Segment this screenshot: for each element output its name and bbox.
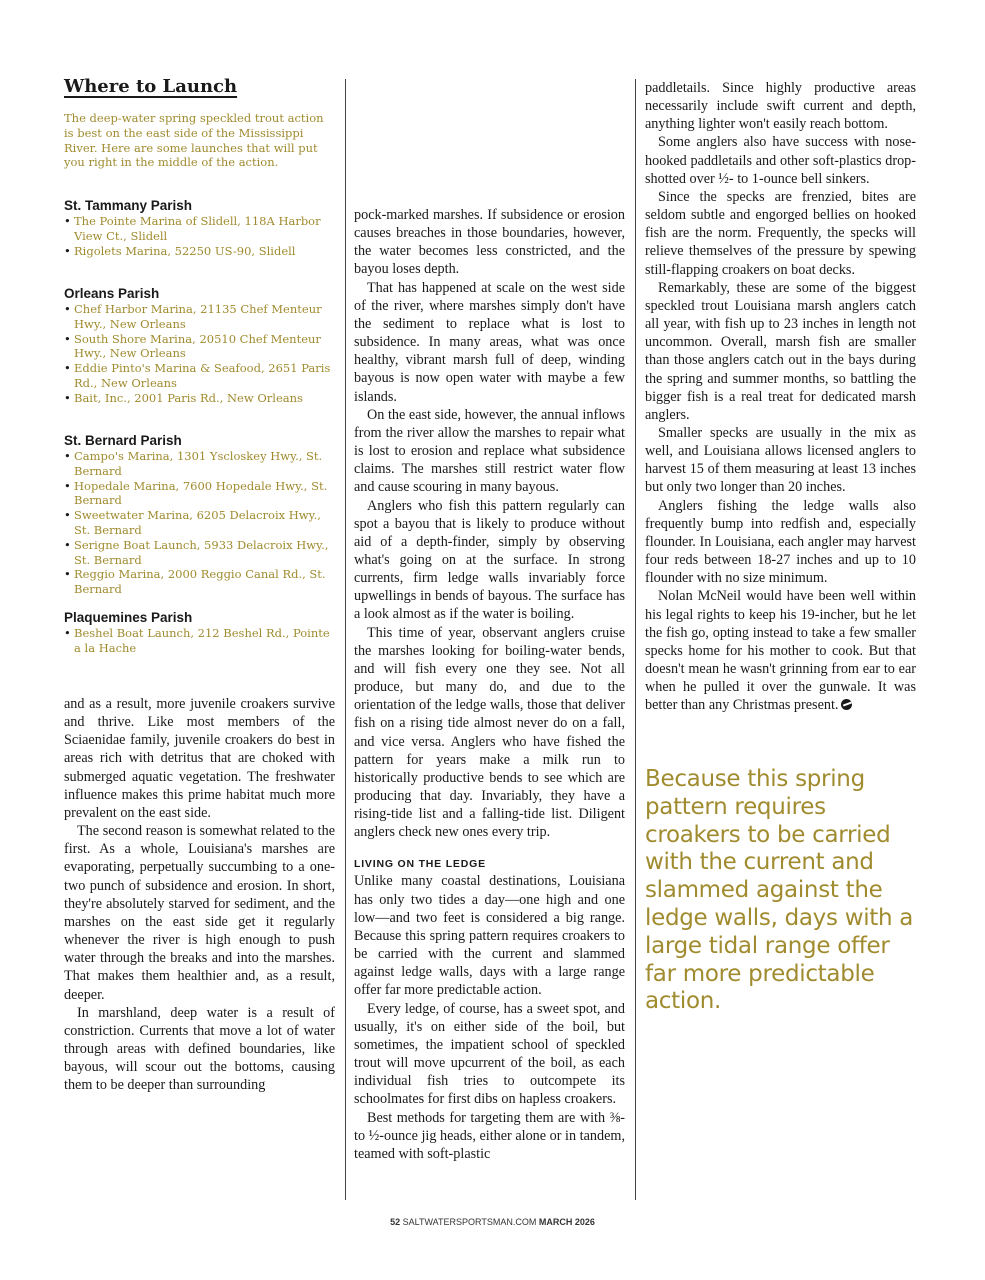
parish-heading-st-bernard: St. Bernard Parish [64,433,182,448]
article-paragraph: That has happened at scale on the west side of the river, where marshes simply don't have the sediment to replace what is lost to subsidence. In many areas, what was once healthy, vibrant marsh full of deep, winding bayous is now open water with maybe a few islands. [354,279,625,405]
article-paragraph: Since the specks are frenzied, bites are seldom subtle and engorged bellies on hooked fish are the norm. Frequently, the specks will relieve themselves of the pressure by spewing still-flapping croakers on boat decks. [645,188,916,278]
article-paragraph-final-text: Nolan McNeil would have been well within his legal rights to keep his 19-incher, but he let the fish go, opting instead to take a few smaller specks home for his mother to cook. But that doesn't mean he wasn't grinning from ear to ear when he pulled it over the gunwale. It was better than any Christmas present. [645,588,916,714]
column-rule-2 [635,79,636,1200]
article-paragraph: On the east side, however, the annual inflows from the river allow the marshes to repair what is lost to erosion and replace what subsidence claims. The marshes still restrict water flow and cause scouring in many bayous. [354,406,625,496]
launch-item: • Eddie Pinto's Marina & Seafood, 2651 Paris Rd., New Orleans [64,361,334,391]
launch-list-st-bernard [64,449,334,597]
article-paragraph: Anglers who fish this pattern regularly can spot a bayou that is likely to produce without aid of a depth-finder, simply by observing what's going on at the surface. In strong currents, firm ledge walls invariably force upwellings in bends of bayous. The surface has a look almost as if the water is boiling. [354,497,625,623]
folio-site: SALTWATERSPORTSMAN.COM [402,1217,537,1227]
article-paragraph: In marshland, deep water is a result of constriction. Currents that move a lot of water through areas with defined boundaries, like bayous, will scour out the bottoms, causing them to be deeper than surrounding [64,1004,335,1094]
launch-item: • Campo's Marina, 1301 Yscloskey Hwy., St. Bernard [64,449,334,479]
sidebar-intro: The deep-water spring speckled trout action is best on the east side of the Mississippi River. Here are some launches that will put you right in the middle of the action. [64,111,324,170]
folio-issue: MARCH 2026 [538,1217,595,1227]
launch-item: • Reggio Marina, 2000 Reggio Canal Rd., St. Bernard [64,567,334,597]
launch-item: • Serigne Boat Launch, 5933 Delacroix Hwy., St. Bernard [64,538,334,568]
article-paragraph: Anglers fishing the ledge walls also frequently bump into redfish and, especially flounder. In Louisiana, each angler may harvest four reds between 18-27 inches and up to 10 flounder with no size minimum. [645,497,916,587]
sidebar-title: Where to Launch [64,76,238,97]
article-paragraph: Some anglers also have success with nose-hooked paddletails and other soft-plastics drop-shotted over ½- to 1-ounce bell sinkers. [645,134,916,187]
launch-item: • Bait, Inc., 2001 Paris Rd., New Orleans [64,391,334,406]
launch-list-orleans [64,302,334,406]
launch-item: • Chef Harbor Marina, 21135 Chef Menteur Hwy., New Orleans [64,302,334,332]
parish-heading-plaquemines: Plaquemines Parish [64,610,193,625]
column-rule-1 [345,79,346,1200]
article-paragraph: This time of year, observant anglers cruise the marshes looking for boiling-water bends, and will fish every one they see. Not all produce, but many do, and due to the orientation of the ledge walls, those that deliver fish on a rising tide almost never do on a fall, and vice versa. Anglers who have fished the pattern for years make a milk run to historically productive bends to see which are producing that day. Invariably, they have a rising-tide list and a falling-tide list. Diligent anglers check new ones every trip. [354,624,625,841]
article-paragraph: Remarkably, these are some of the biggest speckled trout Louisiana marsh anglers catch all year, with fish up to 23 inches in length not uncommon. Overall, marsh fish are smaller than those anglers catch out in the bays during the spring and summer months, so battling the bigger fish is a real treat for dedicated marsh anglers. [645,279,916,423]
launch-item: • Rigolets Marina, 52250 US-90, Slidell [64,244,334,259]
article-paragraph: Unlike many coastal destinations, Louisiana has only two tides a day—one high and one low—and two feet is considered a big range. Because this spring pattern requires croakers to be carried with the current and slammed against ledge walls, days with a large range offer far more predictable action. [354,873,625,999]
page-number: 52 [390,1217,401,1227]
launch-item: • Beshel Boat Launch, 212 Beshel Rd., Pointe a la Hache [64,626,334,656]
launch-list-st-tammany [64,214,334,258]
article-paragraph: The second reason is somewhat related to the first. As a whole, Louisiana's marshes are evaporating, perpetually succumbing to a one-two punch of subsidence and erosion. In short, they're absolutely starved for sediment, and the marshes on the east side get it regularly whenever the river is high enough to push water through the breaks and into the marshes. That makes them healthier and, as a result, deeper. [64,823,335,1003]
article-paragraph: Every ledge, of course, has a sweet spot, and usually, it's on either side of the boil, but sometimes, the impatient school of speckled trout will move upcurrent of the boil, as each individual fish tries to outcompete its schoolmates for first dibs on hapless croakers. [354,1000,625,1108]
article-paragraph: paddletails. Since highly productive areas necessarily include swift current and depth, anything lighter won't easily reach bottom. [645,80,916,133]
section-heading: LIVING ON THE LEDGE [354,858,486,871]
launch-item: • The Pointe Marina of Slidell, 118A Harbor View Ct., Slidell [64,214,334,244]
article-paragraph-final [645,587,916,714]
pull-quote: Because this spring pattern requires croakers to be carried with the current and slammed against the ledge walls, days with a large tidal range offer far more predictable action. [645,766,914,1015]
article-paragraph: Best methods for targeting them are with ⅜- to ½-ounce jig heads, either alone or in tandem, teamed with soft-plastic [354,1109,625,1162]
launch-list-plaquemines [64,626,334,656]
parish-heading-orleans: Orleans Parish [64,286,160,301]
article-paragraph: and as a result, more juvenile croakers survive and thrive. Like most members of the Sciaenidae family, juvenile croakers do best in areas rich with detritus that are choked with submerged aquatic vegetation. The freshwater influence makes this prime habitat much more prevalent on the east side. [64,696,335,821]
launch-item: • South Shore Marina, 20510 Chef Menteur Hwy., New Orleans [64,332,334,362]
article-paragraph: pock-marked marshes. If subsidence or erosion causes breaches in those boundaries, however, the water becomes less constricted, and the bayou loses depth. [354,207,625,278]
article-column-1 [64,695,335,1094]
launch-item: • Sweetwater Marina, 6205 Delacroix Hwy., St. Bernard [64,508,334,538]
page-folio [0,1217,985,1227]
parish-heading-st-tammany: St. Tammany Parish [64,198,193,213]
launch-item: • Hopedale Marina, 7600 Hopedale Hwy., St. Bernard [64,479,334,509]
article-column-3 [645,79,916,714]
article-column-2 [354,206,625,1163]
end-mark-icon [841,699,852,710]
article-paragraph: Smaller specks are usually in the mix as well, and Louisiana allows licensed anglers to harvest 15 of them measuring at least 13 inches but only two longer than 20 inches. [645,424,916,496]
